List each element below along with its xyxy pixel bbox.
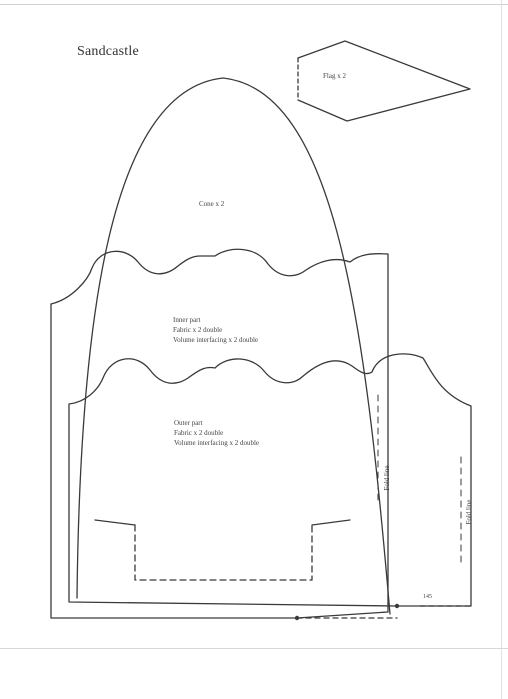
inner-part-interfacing: Volume interfacing x 2 double — [173, 336, 259, 344]
flag-label: Flag x 2 — [323, 72, 346, 80]
flag-piece — [298, 41, 470, 121]
outer-part-label: Outer part — [174, 419, 203, 427]
outer-part-fabric: Fabric x 2 double — [174, 429, 224, 437]
fold-line-label-inner: Fold line — [383, 465, 391, 491]
cone-label: Cone x 2 — [199, 200, 225, 208]
base-cutout — [95, 520, 350, 580]
fold-line-label-outer: Fold line — [465, 499, 473, 525]
outer-part-piece — [69, 354, 471, 608]
outer-part-interfacing: Volume interfacing x 2 double — [174, 439, 260, 447]
cone-piece — [77, 78, 390, 614]
inner-part-fabric: Fabric x 2 double — [173, 326, 223, 334]
page-title: Sandcastle — [77, 44, 139, 59]
inner-part-piece — [51, 249, 397, 620]
page-number: 145 — [423, 594, 432, 600]
inner-part-label: Inner part — [173, 316, 201, 324]
